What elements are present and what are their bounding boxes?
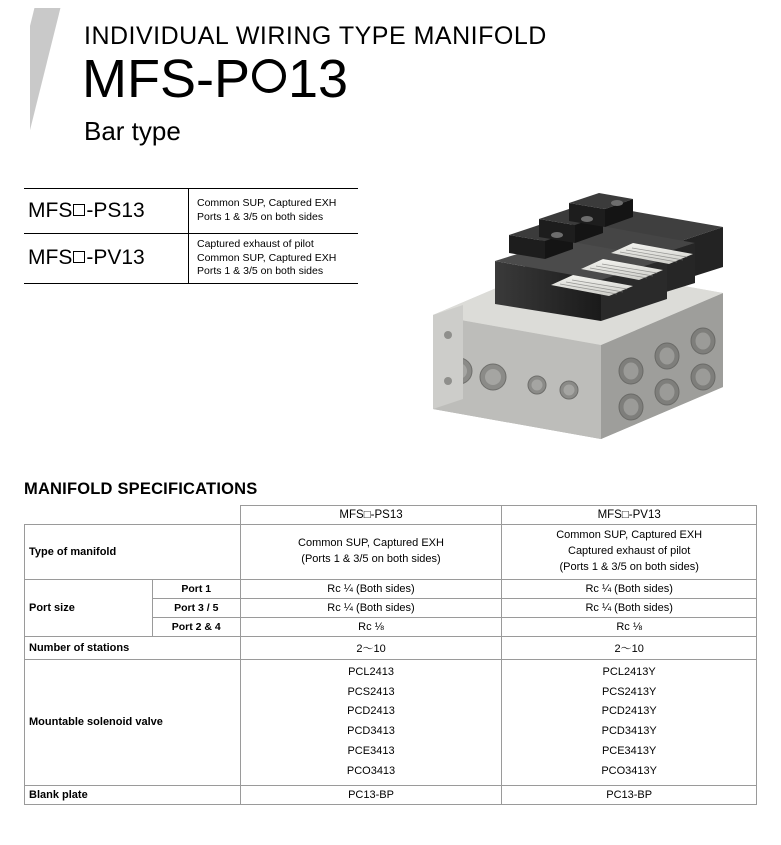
valve-item: PCL2413Y [602,665,656,678]
specifications-heading: MANIFOLD SPECIFICATIONS [24,480,258,498]
model-code [24,246,188,270]
cell-port1-pv: Rc ¼ (Both sides) [502,579,757,598]
model-description-line: Ports 1 & 3/5 on both sides [197,265,324,278]
model-code-suffix: -PS13 [86,199,145,222]
cell-valves-ps [240,659,502,785]
decorative-slash [30,8,74,148]
model-code-prefix: MFS [28,199,73,222]
valve-item: PCL2413 [348,665,394,678]
model-description-line: Ports 1 & 3/5 on both sides [197,211,324,223]
model-suffix: 13 [288,49,349,109]
row-label-port-size: Port size [25,579,153,636]
model-description-line: Captured exhaust of pilot [197,238,314,250]
cell-type-pv [502,525,757,580]
square-placeholder-icon [73,251,85,263]
model-description-line: Common SUP, Captured EXH [197,251,337,264]
model-description-line: Common SUP, Captured EXH [197,197,337,210]
column-header-ps: MFS□-PS13 [240,506,502,525]
cell-line: (Ports 1 & 3/5 on both sides) [301,552,441,565]
cell-blank-plate-ps: PC13-BP [240,785,502,804]
model-description [188,234,358,283]
column-header-pv: MFS□-PV13 [502,506,757,525]
page-eyebrow-title: INDIVIDUAL WIRING TYPE MANIFOLD [84,22,547,50]
table-row [25,579,757,598]
valve-item: PCS2413Y [601,685,657,698]
cell-line: (Ports 1 & 3/5 on both sides) [559,560,699,573]
cell-line: Common SUP, Captured EXH [298,536,444,549]
valve-item: PCD2413Y [601,705,657,718]
model-code-suffix: -PV13 [86,246,145,270]
sub-label-port-2-4: Port 2 & 4 [152,617,240,636]
model-type-row [24,233,358,283]
valve-item: PCD3413 [347,725,395,738]
cell-line: Captured exhaust of pilot [568,544,691,557]
cell-port35-pv: Rc ¼ (Both sides) [502,598,757,617]
model-description [188,189,358,233]
table-row [25,659,757,785]
valve-item: PCD3413Y [601,725,657,738]
row-label-blank-plate: Blank plate [25,785,241,804]
table-row [25,785,757,804]
row-label-mountable-solenoid-valve: Mountable solenoid valve [25,659,241,785]
valve-item: PCD2413 [347,705,395,718]
valve-item: PCE3413 [347,745,395,757]
valve-item: PCO3413 [346,764,396,777]
valve-item: PCO3413Y [601,764,657,777]
manifold-illustration [405,175,745,445]
table-row [25,525,757,580]
cell-port35-ps: Rc ¼ (Both sides) [240,598,502,617]
manifold-specifications-table [24,505,757,805]
row-label-number-of-stations: Number of stations [25,636,241,659]
page-header [0,0,781,170]
model-type-row [24,189,358,233]
cell-port24-pv: Rc ⅛ [502,617,757,636]
page-subtitle: Bar type [84,116,181,146]
sub-label-port-1: Port 1 [152,579,240,598]
page-title [82,49,349,109]
model-prefix: MFS-P [82,49,250,109]
valve-item: PCS2413 [347,685,395,698]
circle-placeholder-icon [252,59,286,93]
table-corner-cell [25,506,241,525]
product-photo [405,175,745,445]
cell-port1-ps: Rc ¼ (Both sides) [240,579,502,598]
square-placeholder-icon [73,204,85,216]
cell-blank-plate-pv: PC13-BP [502,785,757,804]
cell-valves-pv [502,659,757,785]
sub-label-port-3-5: Port 3 / 5 [152,598,240,617]
model-code [24,199,188,223]
model-code-prefix: MFS [28,246,73,270]
row-label-type-of-manifold: Type of manifold [25,525,241,580]
table-row [25,636,757,659]
model-type-table [24,188,358,284]
cell-line: Common SUP, Captured EXH [556,529,703,541]
cell-port24-ps: Rc ⅛ [240,617,502,636]
valve-item: PCE3413Y [601,745,657,757]
cell-type-ps [240,525,502,580]
cell-stations-ps: 2～10 [240,636,502,659]
cell-stations-pv: 2～10 [502,636,757,659]
table-header-row [25,506,757,525]
